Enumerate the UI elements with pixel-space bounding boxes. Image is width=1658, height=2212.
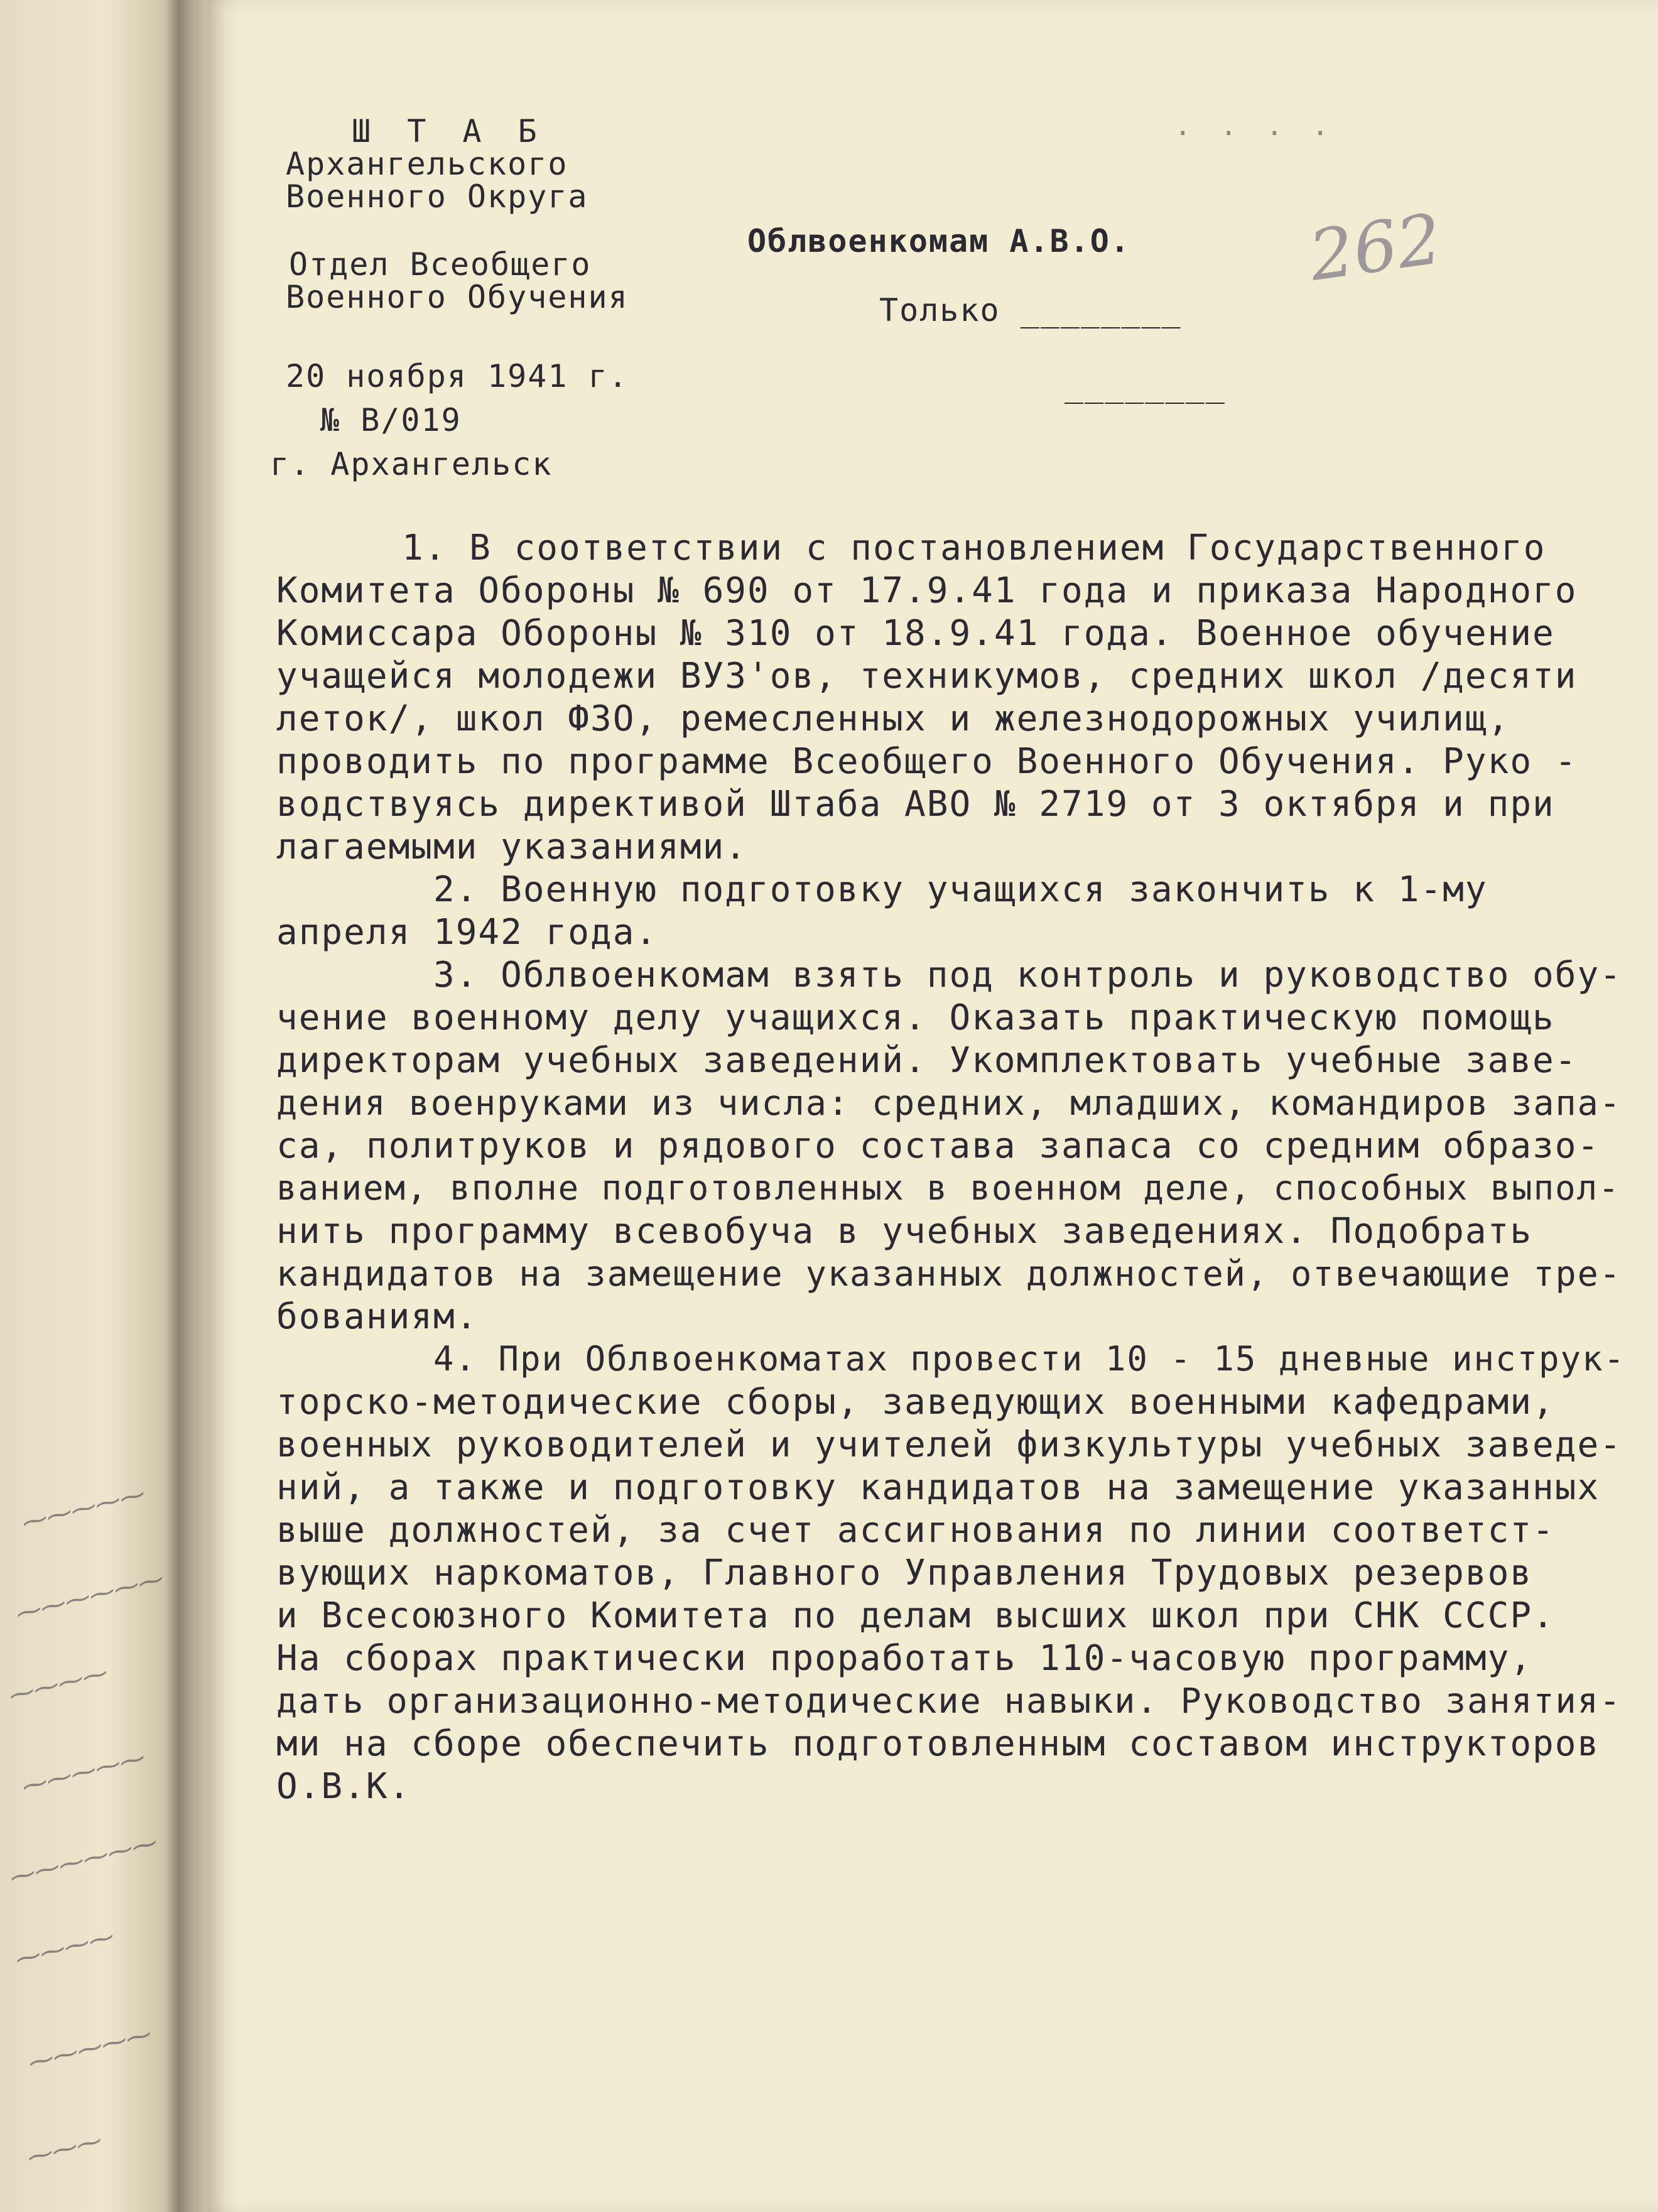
header-date: 20 ноября 1941 г. xyxy=(286,358,629,394)
body-line: ми на сборе обеспечить подготовленным составом инструкторов xyxy=(276,1723,1600,1764)
body-line: дать организационно-методические навыки. Руководство занятия- xyxy=(276,1681,1622,1721)
header-dept-line1: Отдел Всеобщего xyxy=(289,246,592,283)
body-line: кандидатов на замещение указанных должностей, отвечающие тре- xyxy=(276,1254,1622,1294)
body-line: ванием, вполне подготовленных в военном деле, способных выпол- xyxy=(276,1168,1620,1208)
bleed-through-text: ⁓⁓⁓⁓⁓⁓ xyxy=(5,1828,158,1894)
body-line: лагаемыми указаниями. xyxy=(276,827,748,867)
addressee-only: Только ________ xyxy=(879,292,1182,328)
body-line: Комиссара Обороны № 310 от 18.9.41 года. Военное обучение xyxy=(276,613,1555,654)
bleed-through-text: ⁓⁓⁓⁓⁓⁓ xyxy=(11,1564,165,1630)
body-line: директорам учебных заведений. Укомплектовать учебные заве- xyxy=(276,1040,1578,1081)
body-line: 3. Облвоенкомам взять под контроль и руководство обу- xyxy=(433,955,1622,995)
archive-page-number: 262 xyxy=(1304,198,1446,296)
bleed-through-text: ⁓⁓⁓⁓ xyxy=(10,1922,116,1975)
body-line: учащейся молодежи ВУЗ'ов, техникумов, средних школ /десяти xyxy=(276,656,1578,697)
body-line: ний, а также и подготовку кандидатов на замещение указанных xyxy=(276,1467,1600,1508)
body-line: апреля 1942 года. xyxy=(276,912,658,953)
addressee-only-line2: ________ xyxy=(1065,367,1226,404)
body-line: леток/, школ ФЗО, ремесленных и железнодорожных училищ, xyxy=(276,698,1510,739)
body-line: 4. При Облвоенкоматах провести 10 - 15 дневные инструк- xyxy=(433,1339,1626,1379)
header-org-title: Ш Т А Б xyxy=(352,113,546,149)
body-line: водствуясь директивой Штаба АВО № 2719 от 3 октября и при xyxy=(276,784,1555,825)
header-city: г. Архангельск xyxy=(270,446,553,482)
body-line: проводить по программе Всеобщего Военного Обучения. Руко - xyxy=(276,741,1578,782)
adjacent-page xyxy=(0,0,179,2212)
bleed-through-text: ⁓⁓⁓ xyxy=(23,2127,103,2173)
body-line: вующих наркоматов, Главного Управления Трудовых резервов xyxy=(276,1553,1533,1593)
header-dept-line2: Военного Обучения xyxy=(286,279,629,315)
addressee: Облвоенкомам А.В.О. xyxy=(747,223,1130,259)
body-line: торско-методические сборы, заведующих военными кафедрами, xyxy=(276,1382,1555,1423)
body-line: 2. Военную подготовку учащихся закончить к 1-му xyxy=(433,869,1488,910)
body-line: 1. В соответствии с постановлением Государственного xyxy=(402,528,1546,568)
bleed-through-text: ⁓⁓⁓⁓⁓ xyxy=(23,2020,153,2079)
faint-mark: . . . . xyxy=(1174,110,1335,142)
body-line: бованиям. xyxy=(276,1296,479,1337)
header-org-district: Военного Округа xyxy=(286,178,588,215)
body-line: военных руководителей и учителей физкультуры учебных заведе- xyxy=(276,1424,1622,1465)
body-line: нить программу всевобуча в учебных заведениях. Подобрать xyxy=(276,1211,1533,1252)
bleed-through-text: ⁓⁓⁓⁓⁓ xyxy=(17,1743,146,1803)
body-line: чение военному делу учащихся. Оказать практическую помощь xyxy=(276,997,1555,1038)
body-line: выше должностей, за счет ассигнования по линии соответст- xyxy=(276,1510,1555,1551)
body-line: са, политруков и рядового состава запаса со средним образо- xyxy=(276,1125,1600,1166)
body-line: Комитета Обороны № 690 от 17.9.41 года и приказа Народного xyxy=(276,570,1578,611)
body-line: дения военруками из числа: средних, младших, командиров запа- xyxy=(276,1083,1622,1123)
body-line: На сборах практически проработать 110-часовую программу, xyxy=(276,1638,1533,1679)
header-org-name: Архангельского xyxy=(286,146,568,182)
body-line: и Всесоюзного Комитета по делам высших школ при СНК СССР. xyxy=(276,1595,1555,1636)
header-doc-number: № В/019 xyxy=(320,402,462,438)
body-line: О.В.К. xyxy=(276,1766,411,1807)
bleed-through-text: ⁓⁓⁓⁓⁓ xyxy=(17,1480,146,1539)
bleed-through-text: ⁓⁓⁓⁓ xyxy=(4,1659,109,1711)
